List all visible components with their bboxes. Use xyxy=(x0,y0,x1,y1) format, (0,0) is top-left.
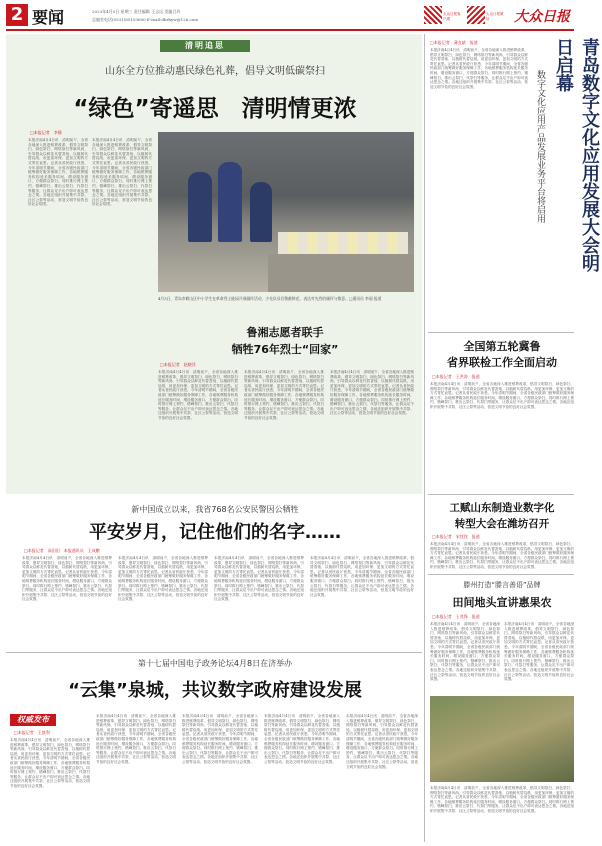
tengzhou-headline: 田间地头宣讲惠果农 xyxy=(452,596,552,609)
qingming-headline: “绿色”寄遥思 清明情更浓 xyxy=(73,96,357,122)
section-name: 要闻 xyxy=(32,8,65,27)
divider xyxy=(428,494,574,495)
egov-headline: “云集”泉城，共议数字政府建设发展 xyxy=(68,680,362,701)
qingdao-byline: □本报记者 薄克斌 报道 xyxy=(430,40,478,45)
qingming-photo-caption: 4月3日，青岛市崂山区中小学生在革命烈士陵园开展缅怀活动，少先队员们敬献鲜花，表达对先烈的缅怀与敬意。□通讯员 李丽 报道 xyxy=(158,296,382,301)
qingming-kicker: 山东全方位推动惠民绿色礼葬，倡导文明低碳祭扫 xyxy=(105,66,325,77)
sanitation-subheadline: 省界联检工作全面启动 xyxy=(447,356,557,369)
weifang-subheadline: 转型大会在潍坊召开 xyxy=(454,518,550,530)
student-figure xyxy=(218,162,242,242)
tengzhou-byline: □本报记者 王兆锋 报道 xyxy=(432,614,480,619)
police-kicker: 新中国成立以来，我省768名公安民警因公牺牲 xyxy=(131,505,299,514)
qr-code-2 xyxy=(467,6,485,24)
tengzhou-body-col1: 本报济南4月4日讯 清明前夕，全省各地深入推进殡葬改革，倡导文明祭扫、绿色祭扫、网络祭扫等新风尚，引导群众以鲜花代替香烛、以植树代替烧纸，用更加环保、更加文明的方式寄托哀思。记者从省民政厅获悉，今年清明节期间，全省各级民政部门统筹做好服务保障工作，各地殡葬服务机构延长服务时间，增设服务窗口，方便群众祭扫。同时推行网上预约、错峰祭扫，推出云祭扫、代祭扫等服务，让群众足不出户即可表达思念之情。各地还组织开展集中共祭、社区公祭等活动，营造文明节俭的良好社会氛围。 xyxy=(430,622,500,682)
martyr-body-col1: 本报济南4月4日讯 清明前夕，全省各地深入推进殡葬改革，倡导文明祭扫、绿色祭扫、网络祭扫等新风尚，引导群众以鲜花代替香烛、以植树代替烧纸，用更加环保、更加文明的方式寄托哀思。记者从省民政厅获悉，今年清明节期间，全省各级民政部门统筹做好服务保障工作，各地殡葬服务机构延长服务时间，增设服务窗口，方便群众祭扫。同时推行网上预约、错峰祭扫，推出云祭扫、代祭扫等服务，让群众足不出户即可表达思念之情。各地还组织开展集中共祭、社区公祭等活动，营造文明节俭的良好社会氛围。 xyxy=(158,370,238,420)
tengzhou-photo xyxy=(430,696,574,782)
qingdao-body: 本报济南4月4日讯 清明前夕，全省各地深入推进殡葬改革，倡导文明祭扫、绿色祭扫、网络祭扫等新风尚，引导群众以鲜花代替香烛、以植树代替烧纸，用更加环保、更加文明的方式寄托哀思。记者从省民政厅获悉，今年清明节期间，全省各级民政部门统筹做好服务保障工作，各地殡葬服务机构延长服务时间，增设服务窗口，方便群众祭扫。同时推行网上预约、错峰祭扫，推出云祭扫、代祭扫等服务，让群众足不出户即可表达思念之情。各地还组织开展集中共祭、社区公祭等活动，营造文明节俭的良好社会氛围。 xyxy=(430,48,529,89)
egov-badge: 权威发布 xyxy=(10,714,56,726)
police-byline: □本报记者 高田田 本报通讯员 王成鹏 xyxy=(24,548,100,553)
divider xyxy=(428,332,574,333)
qr-label-2: 大众日报微信 xyxy=(486,12,504,21)
newspaper-logo: 大众日报 xyxy=(514,9,570,25)
issue-info: 2023年4月5日 星期三 责任编辑 王志远 美编吕玲 xyxy=(92,9,181,14)
egov-body-col4: 本报济南4月4日讯 清明前夕，全省各地深入推进殡葬改革，倡导文明祭扫、绿色祭扫、网络祭扫等新风尚，引导群众以鲜花代替香烛、以植树代替烧纸，用更加环保、更加文明的方式寄托哀思。记者从省民政厅获悉，今年清明节期间，全省各级民政部门统筹做好服务保障工作，各地殡葬服务机构延长服务时间，增设服务窗口，方便群众祭扫。同时推行网上预约、错峰祭扫，推出云祭扫、代祭扫等服务，让群众足不出户即可表达思念之情。各地还组织开展集中共祭、社区公祭等活动，营造文明节俭的良好社会氛围。 xyxy=(264,714,340,764)
qingming-body-col1: 本报济南4月4日讯 清明前夕，全省各地深入推进殡葬改革，倡导文明祭扫、绿色祭扫、网络祭扫等新风尚，引导群众以鲜花代替香烛、以植树代替烧纸，用更加环保、更加文明的方式寄托哀思。记者从省民政厅获悉，今年清明节期间，全省各级民政部门统筹做好服务保障工作，各地殡葬服务机构延长服务时间，增设服务窗口，方便群众祭扫。同时推行网上预约、错峰祭扫，推出云祭扫、代祭扫等服务，让群众足不出户即可表达思念之情。各地还组织开展集中共祭、社区公祭等活动，营造文明节俭的良好社会氛围。 xyxy=(28,138,88,207)
sanitation-headline: 全国第五轮冀鲁 xyxy=(463,340,541,353)
weifang-byline: □本报记者 宋忱忱 报道 xyxy=(432,534,480,539)
qingming-photo xyxy=(158,132,414,292)
tengzhou-kicker: 滕州打造“滕言善语”品牌 xyxy=(463,581,541,589)
memorial-base xyxy=(268,254,414,292)
martyr-body-col3: 本报济南4月4日讯 清明前夕，全省各地深入推进殡葬改革，倡导文明祭扫、绿色祭扫、网络祭扫等新风尚，引导群众以鲜花代替香烛、以植树代替烧纸，用更加环保、更加文明的方式寄托哀思。记者从省民政厅获悉，今年清明节期间，全省各级民政部门统筹做好服务保障工作，各地殡葬服务机构延长服务时间，增设服务窗口，方便群众祭扫。同时推行网上预约、错峰祭扫，推出云祭扫、代祭扫等服务，让群众足不出户即可表达思念之情。各地还组织开展集中共祭、社区公祭等活动，营造文明节俭的良好社会氛围。 xyxy=(330,370,414,416)
martyr-subheadline: 牺牲76年烈士“回家” xyxy=(231,343,339,356)
sanitation-body: 本报济南4月4日讯 清明前夕，全省各地深入推进殡葬改革，倡导文明祭扫、绿色祭扫、网络祭扫等新风尚，引导群众以鲜花代替香烛、以植树代替烧纸，用更加环保、更加文明的方式寄托哀思。记者从省民政厅获悉，今年清明节期间，全省各级民政部门统筹做好服务保障工作，各地殡葬服务机构延长服务时间，增设服务窗口，方便群众祭扫。同时推行网上预约、错峰祭扫，推出云祭扫、代祭扫等服务，让群众足不出户即可表达思念之情。各地还组织开展集中共祭、社区公祭等活动，营造文明节俭的良好社会氛围。 xyxy=(430,382,574,409)
martyr-body-col2: 本报济南4月4日讯 清明前夕，全省各地深入推进殡葬改革，倡导文明祭扫、绿色祭扫、网络祭扫等新风尚，引导群众以鲜花代替香烛、以植树代替烧纸，用更加环保、更加文明的方式寄托哀思。记者从省民政厅获悉，今年清明节期间，全省各级民政部门统筹做好服务保障工作，各地殡葬服务机构延长服务时间，增设服务窗口，方便群众祭扫。同时推行网上预约、错峰祭扫，推出云祭扫、代祭扫等服务，让群众足不出户即可表达思念之情。各地还组织开展集中共祭、社区公祭等活动，营造文明节俭的良好社会氛围。 xyxy=(244,370,324,420)
qingdao-headline: 青岛数字文化应用发展大会明日启幕 xyxy=(553,38,600,272)
qr-label-1: 大众日报客户端 xyxy=(443,12,461,21)
egov-body-col5: 本报济南4月4日讯 清明前夕，全省各地深入推进殡葬改革，倡导文明祭扫、绿色祭扫、网络祭扫等新风尚，引导群众以鲜花代替香烛、以植树代替烧纸，用更加环保、更加文明的方式寄托哀思。记者从省民政厅获悉，今年清明节期间，全省各级民政部门统筹做好服务保障工作，各地殡葬服务机构延长服务时间，增设服务窗口，方便群众祭扫。同时推行网上预约、错峰祭扫，推出云祭扫、代祭扫等服务，让群众足不出户即可表达思念之情。各地还组织开展集中共祭、社区公祭等活动，营造文明节俭的良好社会氛围。 xyxy=(346,714,418,769)
egov-kicker: 第十七届中国电子政务论坛4月8日在济举办 xyxy=(137,659,293,668)
martyr-headline: 鲁湘志愿者联手 xyxy=(246,326,324,339)
weifang-body: 本报济南4月4日讯 清明前夕，全省各地深入推进殡葬改革，倡导文明祭扫、绿色祭扫、网络祭扫等新风尚，引导群众以鲜花代替香烛、以植树代替烧纸，用更加环保、更加文明的方式寄托哀思。记者从省民政厅获悉，今年清明节期间，全省各级民政部门统筹做好服务保障工作，各地殡葬服务机构延长服务时间，增设服务窗口，方便群众祭扫。同时推行网上预约、错峰祭扫，推出云祭扫、代祭扫等服务，让群众足不出户即可表达思念之情。各地还组织开展集中共祭、社区公祭等活动，营造文明节俭的良好社会氛围。 xyxy=(430,542,574,569)
police-body-col2: 本报济南4月4日讯 清明前夕，全省各地深入推进殡葬改革，倡导文明祭扫、绿色祭扫、网络祭扫等新风尚，引导群众以鲜花代替香烛、以植树代替烧纸，用更加环保、更加文明的方式寄托哀思。记者从省民政厅获悉，今年清明节期间，全省各级民政部门统筹做好服务保障工作，各地殡葬服务机构延长服务时间，增设服务窗口，方便群众祭扫。同时推行网上预约、错峰祭扫，推出云祭扫、代祭扫等服务，让群众足不出户即可表达思念之情。各地还组织开展集中共祭、社区公祭等活动，营造文明节俭的良好社会氛围。 xyxy=(118,556,208,602)
qingming-banner: 清明追思 xyxy=(160,40,250,52)
divider xyxy=(6,652,422,653)
student-figure xyxy=(250,182,272,242)
egov-body-col1: 本报济南4月4日讯 清明前夕，全省各地深入推进殡葬改革，倡导文明祭扫、绿色祭扫、网络祭扫等新风尚，引导群众以鲜花代替香烛、以植树代替烧纸，用更加环保、更加文明的方式寄托哀思。记者从省民政厅获悉，今年清明节期间，全省各级民政部门统筹做好服务保障工作，各地殡葬服务机构延长服务时间，增设服务窗口，方便群众祭扫。同时推行网上预约、错峰祭扫，推出云祭扫、代祭扫等服务，让群众足不出户即可表达思念之情。各地还组织开展集中共祭、社区公祭等活动，营造文明节俭的良好社会氛围。 xyxy=(10,738,90,788)
qingming-body-col2: 本报济南4月4日讯 清明前夕，全省各地深入推进殡葬改革，倡导文明祭扫、绿色祭扫、网络祭扫等新风尚，引导群众以鲜花代替香烛、以植树代替烧纸，用更加环保、更加文明的方式寄托哀思。记者从省民政厅获悉，今年清明节期间，全省各级民政部门统筹做好服务保障工作，各地殡葬服务机构延长服务时间，增设服务窗口，方便群众祭扫。同时推行网上预约、错峰祭扫，推出云祭扫、代祭扫等服务，让群众足不出户即可表达思念之情。各地还组织开展集中共祭、社区公祭等活动，营造文明节俭的良好社会氛围。 xyxy=(92,138,152,207)
column-divider xyxy=(424,34,425,842)
qingdao-subheadline: 数字文化应用产品发展业务平台将启用 xyxy=(535,70,545,223)
egov-body-col2: 本报济南4月4日讯 清明前夕，全省各地深入推进殡葬改革，倡导文明祭扫、绿色祭扫、网络祭扫等新风尚，引导群众以鲜花代替香烛、以植树代替烧纸，用更加环保、更加文明的方式寄托哀思。记者从省民政厅获悉，今年清明节期间，全省各级民政部门统筹做好服务保障工作，各地殡葬服务机构延长服务时间，增设服务窗口，方便群众祭扫。同时推行网上预约、错峰祭扫，推出云祭扫、代祭扫等服务，让群众足不出户即可表达思念之情。各地还组织开展集中共祭、社区公祭等活动，营造文明节俭的良好社会氛围。 xyxy=(96,714,176,764)
qingming-byline: □本报记者 李静 xyxy=(30,130,62,135)
police-headline: 平安岁月，记住他们的名字…… xyxy=(89,522,341,543)
masthead-rule xyxy=(6,29,574,31)
police-body-col4: 本报济南4月4日讯 清明前夕，全省各地深入推进殡葬改革，倡导文明祭扫、绿色祭扫、网络祭扫等新风尚，引导群众以鲜花代替香烛、以植树代替烧纸，用更加环保、更加文明的方式寄托哀思。记者从省民政厅获悉，今年清明节期间，全省各级民政部门统筹做好服务保障工作，各地殡葬服务机构延长服务时间，增设服务窗口，方便群众祭扫。同时推行网上预约、错峰祭扫，推出云祭扫、代祭扫等服务，让群众足不出户即可表达思念之情。各地还组织开展集中共祭、社区公祭等活动，营造文明节俭的良好社会氛围。 xyxy=(310,556,414,597)
tengzhou-body-col2: 本报济南4月4日讯 清明前夕，全省各地深入推进殡葬改革，倡导文明祭扫、绿色祭扫、网络祭扫等新风尚，引导群众以鲜花代替香烛、以植树代替烧纸，用更加环保、更加文明的方式寄托哀思。记者从省民政厅获悉，今年清明节期间，全省各级民政部门统筹做好服务保障工作，各地殡葬服务机构延长服务时间，增设服务窗口，方便群众祭扫。同时推行网上预约、错峰祭扫，推出云祭扫、代祭扫等服务，让群众足不出户即可表达思念之情。各地还组织开展集中共祭、社区公祭等活动，营造文明节俭的良好社会氛围。 xyxy=(504,622,574,682)
divider xyxy=(428,574,574,575)
page-number: 2 xyxy=(6,4,28,26)
sanitation-byline: □本报记者 王洪涛 报道 xyxy=(432,374,480,379)
weifang-headline: 工赋山东制造业数字化 xyxy=(449,502,555,514)
egov-body-col3: 本报济南4月4日讯 清明前夕，全省各地深入推进殡葬改革，倡导文明祭扫、绿色祭扫、网络祭扫等新风尚，引导群众以鲜花代替香烛、以植树代替烧纸，用更加环保、更加文明的方式寄托哀思。记者从省民政厅获悉，今年清明节期间，全省各级民政部门统筹做好服务保障工作，各地殡葬服务机构延长服务时间，增设服务窗口，方便群众祭扫。同时推行网上预约、错峰祭扫，推出云祭扫、代祭扫等服务，让群众足不出户即可表达思念之情。各地还组织开展集中共祭、社区公祭等活动，营造文明节俭的良好社会氛围。 xyxy=(182,714,258,764)
contact-info: 总编室电话(0531)85193600 E-mail:dbrbyw@126.com xyxy=(92,17,198,22)
tengzhou-body-col3: 本报济南4月4日讯 清明前夕，全省各地深入推进殡葬改革，倡导文明祭扫、绿色祭扫、网络祭扫等新风尚，引导群众以鲜花代替香烛、以植树代替烧纸，用更加环保、更加文明的方式寄托哀思。记者从省民政厅获悉，今年清明节期间，全省各级民政部门统筹做好服务保障工作，各地殡葬服务机构延长服务时间，增设服务窗口，方便群众祭扫。同时推行网上预约、错峰祭扫，推出云祭扫、代祭扫等服务，让群众足不出户即可表达思念之情。各地还组织开展集中共祭、社区公祭等活动，营造文明节俭的良好社会氛围。 xyxy=(430,786,574,813)
qr-code-1 xyxy=(424,6,442,24)
flower-row xyxy=(278,232,408,254)
student-figure xyxy=(188,172,212,242)
martyr-byline: □本报记者 赵晓洋 xyxy=(160,362,196,367)
police-body-col1: 本报济南4月4日讯 清明前夕，全省各地深入推进殡葬改革，倡导文明祭扫、绿色祭扫、网络祭扫等新风尚，引导群众以鲜花代替香烛、以植树代替烧纸，用更加环保、更加文明的方式寄托哀思。记者从省民政厅获悉，今年清明节期间，全省各级民政部门统筹做好服务保障工作，各地殡葬服务机构延长服务时间，增设服务窗口，方便群众祭扫。同时推行网上预约、错峰祭扫，推出云祭扫、代祭扫等服务，让群众足不出户即可表达思念之情。各地还组织开展集中共祭、社区公祭等活动，营造文明节俭的良好社会氛围。 xyxy=(22,556,112,602)
egov-byline: □本报记者 王凯利 xyxy=(14,730,50,735)
police-body-col3: 本报济南4月4日讯 清明前夕，全省各地深入推进殡葬改革，倡导文明祭扫、绿色祭扫、网络祭扫等新风尚，引导群众以鲜花代替香烛、以植树代替烧纸，用更加环保、更加文明的方式寄托哀思。记者从省民政厅获悉，今年清明节期间，全省各级民政部门统筹做好服务保障工作，各地殡葬服务机构延长服务时间，增设服务窗口，方便群众祭扫。同时推行网上预约、错峰祭扫，推出云祭扫、代祭扫等服务，让群众足不出户即可表达思念之情。各地还组织开展集中共祭、社区公祭等活动，营造文明节俭的良好社会氛围。 xyxy=(214,556,304,602)
